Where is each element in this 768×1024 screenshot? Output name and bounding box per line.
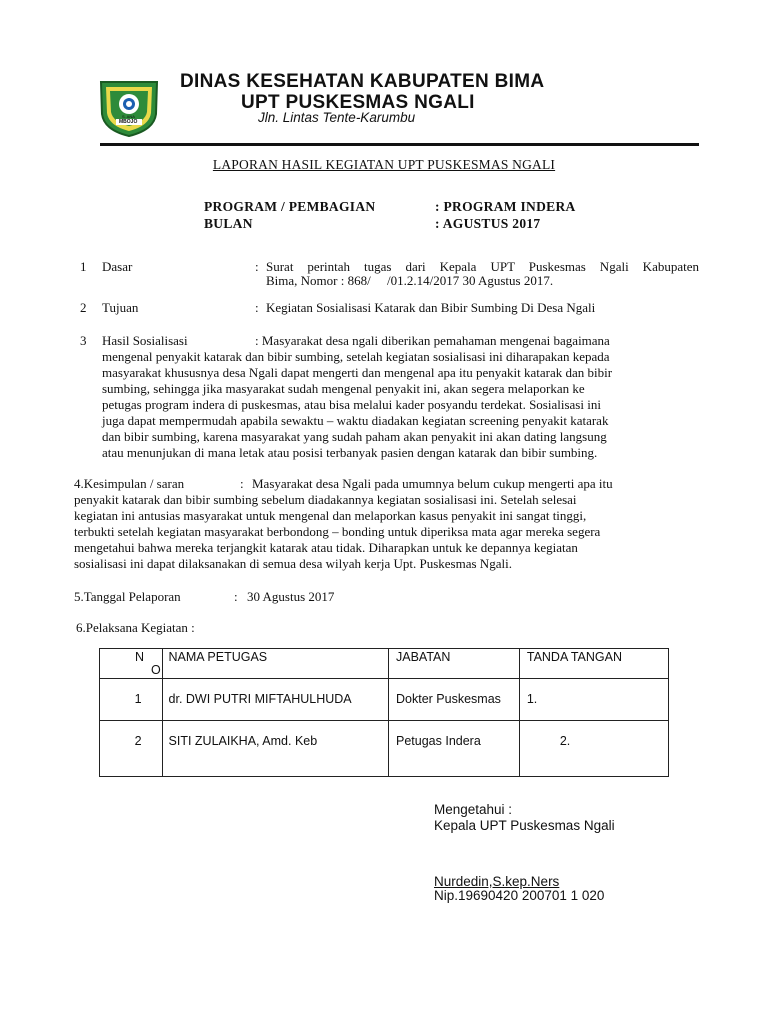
tujuan-text: Kegiatan Sosialisasi Katarak dan Bibir Sumbing Di Desa Ngali xyxy=(266,300,596,315)
hasil-line: masyarakat khususnya desa Ngali dapat mengerti dan mengenal apa itu penyakit katarak dan bibir xyxy=(102,365,613,380)
hasil-line: atau menunjukan di mana letak atau posisi terbanyak pasien dengan katarak dan bibir sumbing. xyxy=(102,445,598,460)
report-title: LAPORAN HASIL KEGIATAN UPT PUSKESMAS NGALI xyxy=(212,157,556,172)
bulan-label: BULAN xyxy=(204,216,253,231)
pelaksana-table xyxy=(99,648,669,777)
col-jabatan-header: JABATAN xyxy=(389,649,520,679)
hasil-line: sumbing, sehingga jika masyarakat sudah mengenal penyakit ini, akan segera melaporkan ke xyxy=(102,381,585,396)
hasil-line: : Masyarakat desa ngali diberikan pemahaman mengenai bagaimana xyxy=(255,333,610,348)
hasil-line: juga dapat mempermudah apabila sewaktu – waktu diadakan kegiatan screening penyakit katarak xyxy=(102,413,609,428)
header-no-o: O xyxy=(151,663,161,677)
col-ttd-header: TANDA TANGAN xyxy=(519,649,668,679)
item-colon: : xyxy=(255,259,259,274)
table-row xyxy=(100,721,669,777)
logo-label: S. ANA xyxy=(122,114,135,119)
row-jabatan: Dokter Puskesmas xyxy=(389,679,520,721)
row-jabatan: Petugas Indera xyxy=(389,721,520,777)
program-value: : PROGRAM INDERA xyxy=(435,199,576,214)
item-number: 2 xyxy=(80,300,87,315)
org-name-line1: DINAS KESEHATAN KABUPATEN BIMA xyxy=(180,71,545,92)
col-no-header xyxy=(100,649,163,679)
bulan-value: : AGUSTUS 2017 xyxy=(435,216,541,231)
item-label-tanggal: 5.Tanggal Pelaporan xyxy=(74,589,181,604)
item-colon: : xyxy=(234,589,238,604)
logo-text: MBOJO xyxy=(119,119,138,125)
hasil-line: mengenal penyakit katarak dan bibir sumbing, setelah kegiatan sosialisasi ini diharapakan kepada xyxy=(102,349,610,364)
kesimpulan-line: Masyarakat desa Ngali pada umumnya belum cukup mengerti apa itu xyxy=(252,476,613,491)
signature-known: Mengetahui : xyxy=(434,802,513,817)
signature-nip: Nip.19690420 200701 1 020 xyxy=(434,888,605,903)
item-colon: : xyxy=(255,300,259,315)
item-colon: : xyxy=(240,476,244,491)
item-number: 3 xyxy=(80,333,87,348)
header-no-n: N xyxy=(135,650,145,664)
row-nama: SITI ZULAIKHA, Amd. Keb xyxy=(162,721,388,777)
program-label: PROGRAM / PEMBAGIAN xyxy=(204,199,376,214)
table-row xyxy=(100,679,669,721)
kesimpulan-line: terbukti setelah kegiatan masyarakat berbondong – bonding untuk diperiksa mata agar mereka segera xyxy=(74,524,601,539)
letterhead-rule xyxy=(100,143,699,146)
kesimpulan-line: kegiatan ini antusias masyarakat untuk mengenal dan melaporkan kasus penyakit ini sangat tinggi, xyxy=(74,508,587,523)
item-label-hasil: Hasil Sosialisasi xyxy=(102,333,188,348)
row-nama: dr. DWI PUTRI MIFTAHULHUDA xyxy=(162,679,388,721)
row-ttd: 1. xyxy=(519,679,668,721)
tanggal-value: 30 Agustus 2017 xyxy=(247,589,335,604)
item-label-tujuan: Tujuan xyxy=(102,300,139,315)
row-no: 2 xyxy=(100,721,163,777)
org-address: Jln. Lintas Tente-Karumbu xyxy=(258,110,416,125)
kesimpulan-line: mengetahui bahwa mereka terjangkit katarak atau tidak. Diharapkan untuk ke depannya kegiatan xyxy=(74,540,578,555)
hasil-line: petugas program indera di puskesmas, atau bisa melalui kader posyandu terdekat. Sosialisasi ini xyxy=(102,397,601,412)
row-ttd: 2. xyxy=(519,721,668,777)
hasil-line: dan bibir sumbing, karena masyarakat yang sudah paham akan penyakit ini akan dating langsung xyxy=(102,429,607,444)
col-nama-header: NAMA PETUGAS xyxy=(162,649,388,679)
kesimpulan-line: sosialisasi ini dapat dilaksanakan di semua desa wilyah kerja Upt. Puskesmas Ngali. xyxy=(74,556,512,571)
item-label-kesimpulan: 4.Kesimpulan / saran xyxy=(74,476,185,491)
kesimpulan-line: penyakit katarak dan bibir sumbing sebelum diadakannya kegiatan sosialisasi ini. Setelah selesai xyxy=(74,492,577,507)
dasar-text-line1: Surat perintah tugas dari Kepala UPT Puskesmas Ngali Kabupaten xyxy=(266,259,699,274)
org-name-line2: UPT PUSKESMAS NGALI xyxy=(241,92,475,113)
signature-title: Kepala UPT Puskesmas Ngali xyxy=(434,818,615,833)
item-label-pelaksana: 6.Pelaksana Kegiatan : xyxy=(76,620,195,635)
row-no: 1 xyxy=(100,679,163,721)
table-header-row xyxy=(100,649,669,679)
item-label-dasar: Dasar xyxy=(102,259,133,274)
puskesmas-logo xyxy=(98,78,160,138)
item-number: 1 xyxy=(80,259,87,274)
dasar-text-line2: Bima, Nomor : 868/ /01.2.14/2017 30 Agustus 2017. xyxy=(266,273,554,288)
signature-name: Nurdedin,S.kep.Ners xyxy=(434,874,560,889)
